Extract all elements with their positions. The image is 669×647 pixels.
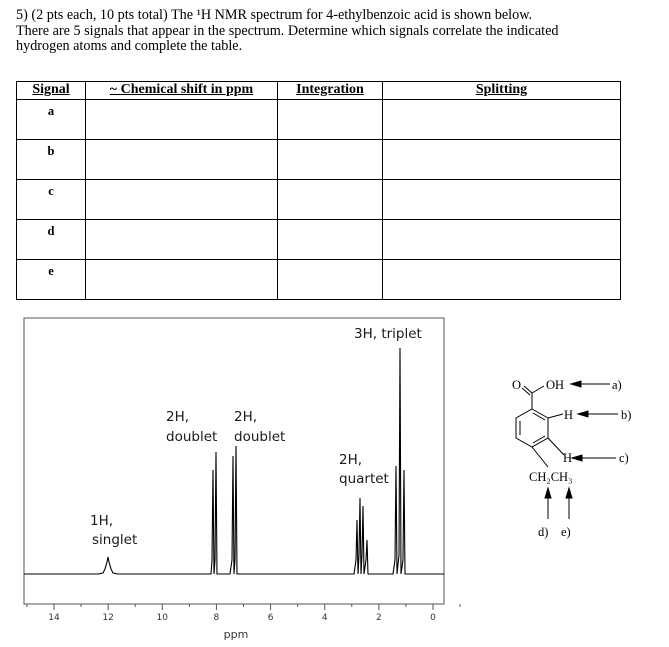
arrowhead-a-icon xyxy=(571,381,581,387)
peak-label-3h-triplet: 3H, triplet xyxy=(354,326,422,342)
signal-cell: d xyxy=(17,220,86,260)
arrowhead-e-icon xyxy=(566,488,572,498)
peak-label-2h-b: 2H, xyxy=(234,409,258,425)
shift-cell[interactable] xyxy=(86,260,278,300)
peak-label-quartet: quartet xyxy=(339,471,389,487)
splitting-cell[interactable] xyxy=(383,260,621,300)
question-text xyxy=(16,8,656,55)
tick-label: 0 xyxy=(430,613,436,623)
label-a: a) xyxy=(612,378,622,392)
integration-cell[interactable] xyxy=(278,180,383,220)
table-row xyxy=(17,260,621,300)
peak-label-singlet: singlet xyxy=(92,532,138,548)
atom-o: O xyxy=(512,378,522,392)
question-line-3: hydrogen atoms and complete the table. xyxy=(16,38,243,54)
peak-label-2h-a: 2H, xyxy=(166,409,190,425)
peak-label-2h-c: 2H, xyxy=(339,452,363,468)
signal-cell: e xyxy=(17,260,86,300)
ethyl-group: CH₂CH₃ xyxy=(529,470,573,484)
arrowhead-d-icon xyxy=(545,488,551,498)
shift-cell[interactable] xyxy=(86,100,278,140)
arrowhead-c-icon xyxy=(572,455,582,461)
integration-cell[interactable] xyxy=(278,100,383,140)
peak-label-doublet-a: doublet xyxy=(166,429,218,445)
header-splitting: Splitting xyxy=(383,82,621,100)
peak-label-1h: 1H, xyxy=(90,513,114,529)
integration-cell[interactable] xyxy=(278,220,383,260)
nmr-spectrum-figure xyxy=(0,316,669,647)
benzene-ring xyxy=(516,409,548,447)
label-e: e) xyxy=(561,525,571,539)
atom-oh: OH xyxy=(546,378,565,392)
arrowhead-b-icon xyxy=(578,411,588,417)
tick-label: 2 xyxy=(375,613,382,623)
label-d: d) xyxy=(538,525,549,539)
tick-label: 14 xyxy=(48,613,60,623)
integration-cell[interactable] xyxy=(278,260,383,300)
tick-label: 4 xyxy=(321,613,328,623)
tick-label: 10 xyxy=(156,613,169,623)
signal-cell: a xyxy=(17,100,86,140)
label-b: b) xyxy=(621,408,632,422)
answer-table xyxy=(16,81,621,300)
header-signal: Signal xyxy=(17,82,86,100)
x-axis-label: ppm xyxy=(223,628,249,641)
shift-cell[interactable] xyxy=(86,220,278,260)
integration-cell[interactable] xyxy=(278,140,383,180)
header-chemical-shift: ~ Chemical shift in ppm xyxy=(86,82,278,100)
splitting-cell[interactable] xyxy=(383,180,621,220)
table-row xyxy=(17,140,621,180)
atom-h-b: H xyxy=(564,408,574,422)
shift-cell[interactable] xyxy=(86,180,278,220)
atom-h-c: H xyxy=(563,451,573,465)
tick-label: 6 xyxy=(267,613,274,623)
signal-cell: c xyxy=(17,180,86,220)
label-c: c) xyxy=(619,451,629,465)
tick-label: 12 xyxy=(102,613,114,623)
x-axis-ticks xyxy=(27,604,460,623)
spectrum-trace xyxy=(24,348,444,574)
splitting-cell[interactable] xyxy=(383,100,621,140)
table-row xyxy=(17,100,621,140)
table-header-row xyxy=(17,82,621,100)
tick-label: 8 xyxy=(213,613,220,623)
signal-cell: b xyxy=(17,140,86,180)
table-row xyxy=(17,220,621,260)
molecule-structure xyxy=(516,381,618,519)
splitting-cell[interactable] xyxy=(383,220,621,260)
splitting-cell[interactable] xyxy=(383,140,621,180)
question-line-2: There are 5 signals that appear in the spectrum. Determine which signals correlate the indicated xyxy=(16,22,559,39)
question-line-1: 5) (2 pts each, 10 pts total) The ¹H NMR spectrum for 4-ethylbenzoic acid is shown below. xyxy=(16,7,533,23)
shift-cell[interactable] xyxy=(86,140,278,180)
header-integration: Integration xyxy=(278,82,383,100)
peak-label-doublet-b: doublet xyxy=(234,429,286,445)
table-row xyxy=(17,180,621,220)
